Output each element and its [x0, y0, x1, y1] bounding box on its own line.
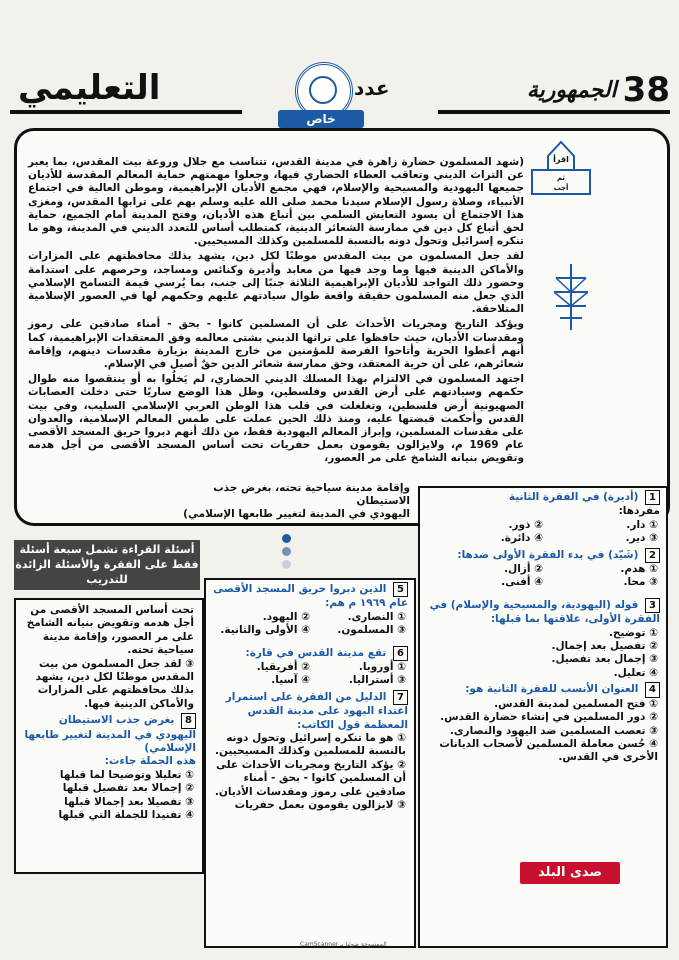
option-c[interactable]: ③ لايزالون يقومون بعمل حفريات	[234, 799, 406, 812]
issue-label: عدد	[354, 76, 390, 100]
option-c[interactable]: ③ تفصيلا بعد إجمالا قبلها	[64, 795, 194, 808]
question-title: الذين دبروا حريق المسجد الأقصى عام ١٩٦٩ م هم:	[213, 583, 408, 610]
option-d[interactable]: ③ لقد جعل المسلمون من بيت المقدس موطنًا لكل دين، يشهد بذلك محافظتهم على المزارات والأماكن الدينية فيها.	[35, 657, 194, 710]
option-d[interactable]: ④ تفنيدا للجملة التي قبلها	[58, 809, 194, 822]
option-d[interactable]: ④ آسيا.	[271, 674, 310, 687]
option-d[interactable]: ④ تعليل.	[613, 666, 658, 679]
passage-paragraph-4: اجتهد المسلمون في الالتزام بهذا المسلك الديني الحضاري، لم يَخلُوا به أو ينتقصوا منه طوال حكمهم وسيادتهم على أرض القدس وفلسطين، وظل هذا الوضع ساريًا حتى دخلت العصابات الصهيونية أرض فلسطين، وتغلغلت في قلب هذا الوطن العربي الإسلامي السليب، وفي بيت القدس وأحكمت قبضتها عليه، ومنذ ذلك الحين عملت على طمس المعالم الإسلامية، والعدوان على مقدسات المسلمين، وإبراز المعالم اليهودية فقط، من ذلك أنهم دبروا حريق المسجد الأقصى عام 1969 م، ولايزالون يقومون بعمل حفريات تحت أساس المسجد الأقصى من أجل هدمه وتقويض بنيانه الشامخ على مر العصور،	[28, 373, 524, 465]
question-6	[206, 638, 414, 661]
option-c[interactable]: ③ أستراليا.	[348, 674, 406, 687]
q2-options	[420, 563, 666, 590]
header-rule-left	[10, 110, 242, 114]
special-badge: خاص	[278, 110, 364, 128]
option-b[interactable]: ② أفريقيا.	[256, 661, 310, 674]
option-b[interactable]: ② إجمالا بعد تفصيل قبلها	[62, 782, 194, 795]
dot-light	[282, 560, 291, 569]
q5-options	[206, 611, 414, 638]
passage-cont-a: وإقامة مدينة سياحية تحته، بغرض جذب الاستيطان	[213, 482, 410, 507]
question-number: 3	[645, 598, 660, 613]
question-number: 4	[645, 682, 660, 697]
option-c[interactable]: ③ إجمال بعد تفصيل.	[551, 653, 658, 666]
option-a[interactable]: ① أوروبا.	[358, 661, 406, 674]
masthead	[527, 66, 670, 114]
deco-word-answer: أجب	[553, 184, 569, 192]
option-b[interactable]: ② يؤكد التاريخ ومجريات الأحداث على أن المسلمين كانوا - بحق - أمناء صادقين على رموز ومقدسات الأديان.	[214, 758, 406, 798]
option-b[interactable]: ② تفصيل بعد إجمال.	[551, 640, 658, 653]
question-number: 7	[393, 690, 408, 705]
read-then-answer-icon	[530, 140, 592, 196]
passage-cont-b: اليهودي في المدينة لتغيير طابعها الإسلامي)	[183, 508, 410, 520]
option-c[interactable]: ③ دير.	[625, 532, 658, 545]
question-4	[420, 680, 666, 697]
question-title: قوله (اليهودية، والمسيحية والإسلام) في الفقرة الأولى، علاقتها بما قبلها:	[429, 598, 660, 626]
seal-inner-icon	[309, 76, 337, 104]
dot-blue	[282, 534, 291, 543]
option-a[interactable]: ① تعليلا وتوضيحا لما قبلها	[59, 768, 194, 781]
q1-options	[420, 519, 666, 546]
option-d[interactable]: ④ الأولى والثانية.	[220, 624, 310, 637]
question-number: 2	[645, 548, 660, 563]
question-number: 1	[645, 490, 660, 505]
question-5	[206, 580, 414, 611]
page-number: 38	[622, 70, 670, 110]
option-c[interactable]: ③ المسلمون.	[337, 624, 406, 637]
passage-paragraph-3: ويؤكد التاريخ ومجريات الأحداث على أن المسلمين كانوا - بحق - أمناء صادقين على رموز ومقدسات الأديان، حيث حافظوا على تراثها الديني بشتى معالمه وفق المعتقدات الإبراهيمية، كما أنهم أعطوا الحرية وأتاحوا الفرصة للمؤمنين من خارج المدينة بزيارة مقدسات دينهم، وإقامة شعائرهم، على أن حرية المعتقد، وحق ممارسة شعائر الدين حقٌ أصيل في الإسلام.	[28, 318, 524, 371]
option-a[interactable]: ① هدم.	[620, 563, 658, 576]
question-title: الدليل من الفقرة على استمرار اعتداء اليهود على مدينة القدس المعظمة قول الكاتب:	[225, 690, 408, 731]
option-b[interactable]: ② دور المسلمين في إنشاء حضارة القدس.	[440, 711, 658, 724]
question-number: 5	[393, 582, 408, 597]
option-b[interactable]: ② أزال.	[504, 563, 543, 576]
separator-dots	[282, 534, 292, 573]
questions-left-column	[14, 598, 204, 874]
option-a[interactable]: ① فتح المسلمين لمدينة القدس.	[494, 697, 658, 710]
scanner-caption: الممسوحة ضوئيا بـ CamScanner	[300, 941, 387, 948]
questions-middle-column	[204, 578, 416, 948]
option-d[interactable]: ④ أفنى.	[501, 576, 543, 589]
option-c-continued: تحت أساس المسجد الأقصى من أجل هدمه وتقويض بنيانه الشامخ على مر العصور، وإقامة مدينة سياحية تحته.	[26, 604, 194, 657]
passage-paragraph-1: (شهد المسلمون حضارة زاهرة في مدينة القدس، تتناسب مع جلال وروعة بيت المقدس، بما يعبر عن التراث الديني وتعاقب العطاء الحضاري فيها، وجعلوا مهمتهم حماية المعالم المقدسة للأديان جميعها اليهودية والمسيحية والإسلام، فهي مجمع الأديان الإبراهيمية، وموطن العالية في اجتماع الأنبياء، وصلاة رسول الإسلام سيدنا محمد صلى الله عليه وسلم بهم على ترابها المقدس، ومغزى هذا الاجتماع أن يسود التعايش السلمي بين أتباع هذه الأديان، وفتح المدينة أمام الجميع، حماية لحق أتباع كل دين في ممارسة الشعائر الدينية، كمتطلب أساس للتعدد الديني في المدينة، وهو ما تنكره إسرائيل وتحول دونه بالنسبة للمسلمين وكذلك المسيحيين.	[28, 156, 524, 248]
option-c[interactable]: ③ تعصب المسلمين ضد اليهود والنصارى.	[449, 724, 658, 737]
option-a[interactable]: ① دار.	[626, 518, 658, 531]
newspaper-name: الجمهورية	[526, 77, 617, 103]
question-1	[420, 488, 666, 519]
question-2	[420, 546, 666, 563]
option-c[interactable]: ③ محا.	[623, 576, 658, 589]
question-number: 6	[393, 646, 408, 661]
option-b[interactable]: ② ذور.	[508, 518, 543, 531]
question-title: (شَيّد) في بدء الفقرة الأولى ضدها:	[457, 548, 639, 561]
option-d[interactable]: ④ دائرة.	[500, 532, 543, 545]
question-number: 8	[181, 713, 196, 728]
deco-word-read: اقرأ	[553, 155, 569, 164]
ornament-icon	[548, 262, 594, 332]
option-d[interactable]: ④ حُسن معاملة المسلمين لأصحاب الديانات الأخرى في القدس.	[439, 737, 658, 764]
option-a[interactable]: ① هو ما تنكره إسرائيل وتحول دونه بالنسبة للمسلمين وكذلك المسيحيين.	[215, 732, 406, 758]
question-title: (أديرة) في الفقرة الثانية	[508, 491, 639, 503]
option-a[interactable]: ① النصارى.	[347, 610, 406, 623]
option-b[interactable]: ② اليهود.	[262, 610, 310, 623]
dot-mid	[282, 547, 291, 556]
instructions-banner: أسئلة القراءة تشمل سبعة أسئلة فقط على الفقرة والأسئلة الزائدة للتدريب	[14, 540, 200, 590]
header-rule-right	[438, 110, 670, 114]
page-header	[10, 62, 670, 126]
q6-options	[206, 661, 414, 688]
question-sub: هذه الجملة جاءت:	[104, 755, 196, 768]
passage-paragraph-2: لقد جعل المسلمون من بيت المقدس موطنًا لكل دين، يشهد بذلك محافظتهم على المزارات والأماكن الدينية فيها وما وجد فيها من معابد وأديرة وكنائس ومساجد، وحرصهم على استدامة وحضور ذلك التواجد للأديان الإبراهيمية الثلاثة جنبًا إلى جنب، بما يُرسي قيمة التسامح الإسلامي الذي جعل منه المسلمون حقيقة واقعة طوال سيادتهم عليهم وحكمهم لها في العصور الإسلامية المتلاحقة.	[28, 250, 524, 316]
question-8	[16, 711, 202, 769]
question-3	[420, 590, 666, 627]
question-title: بغرض جذب الاستيطان اليهودي في المدينة لتغيير طابعها الإسلامي)	[24, 714, 196, 755]
section-title: التعليمي	[18, 68, 161, 108]
question-title: العنوان الأنسب للفقرة الثانية هو:	[465, 683, 639, 696]
question-7	[206, 688, 414, 732]
watermark-logo: صدى البلد	[520, 862, 620, 884]
passage-continuation	[160, 482, 410, 521]
question-title: تقع مدينة القدس في قارة:	[245, 646, 387, 659]
reading-passage	[28, 156, 524, 486]
question-sub: مفردها:	[618, 505, 660, 518]
deco-word-then: ثم	[556, 174, 566, 182]
option-a[interactable]: ① توضيح.	[608, 626, 658, 639]
